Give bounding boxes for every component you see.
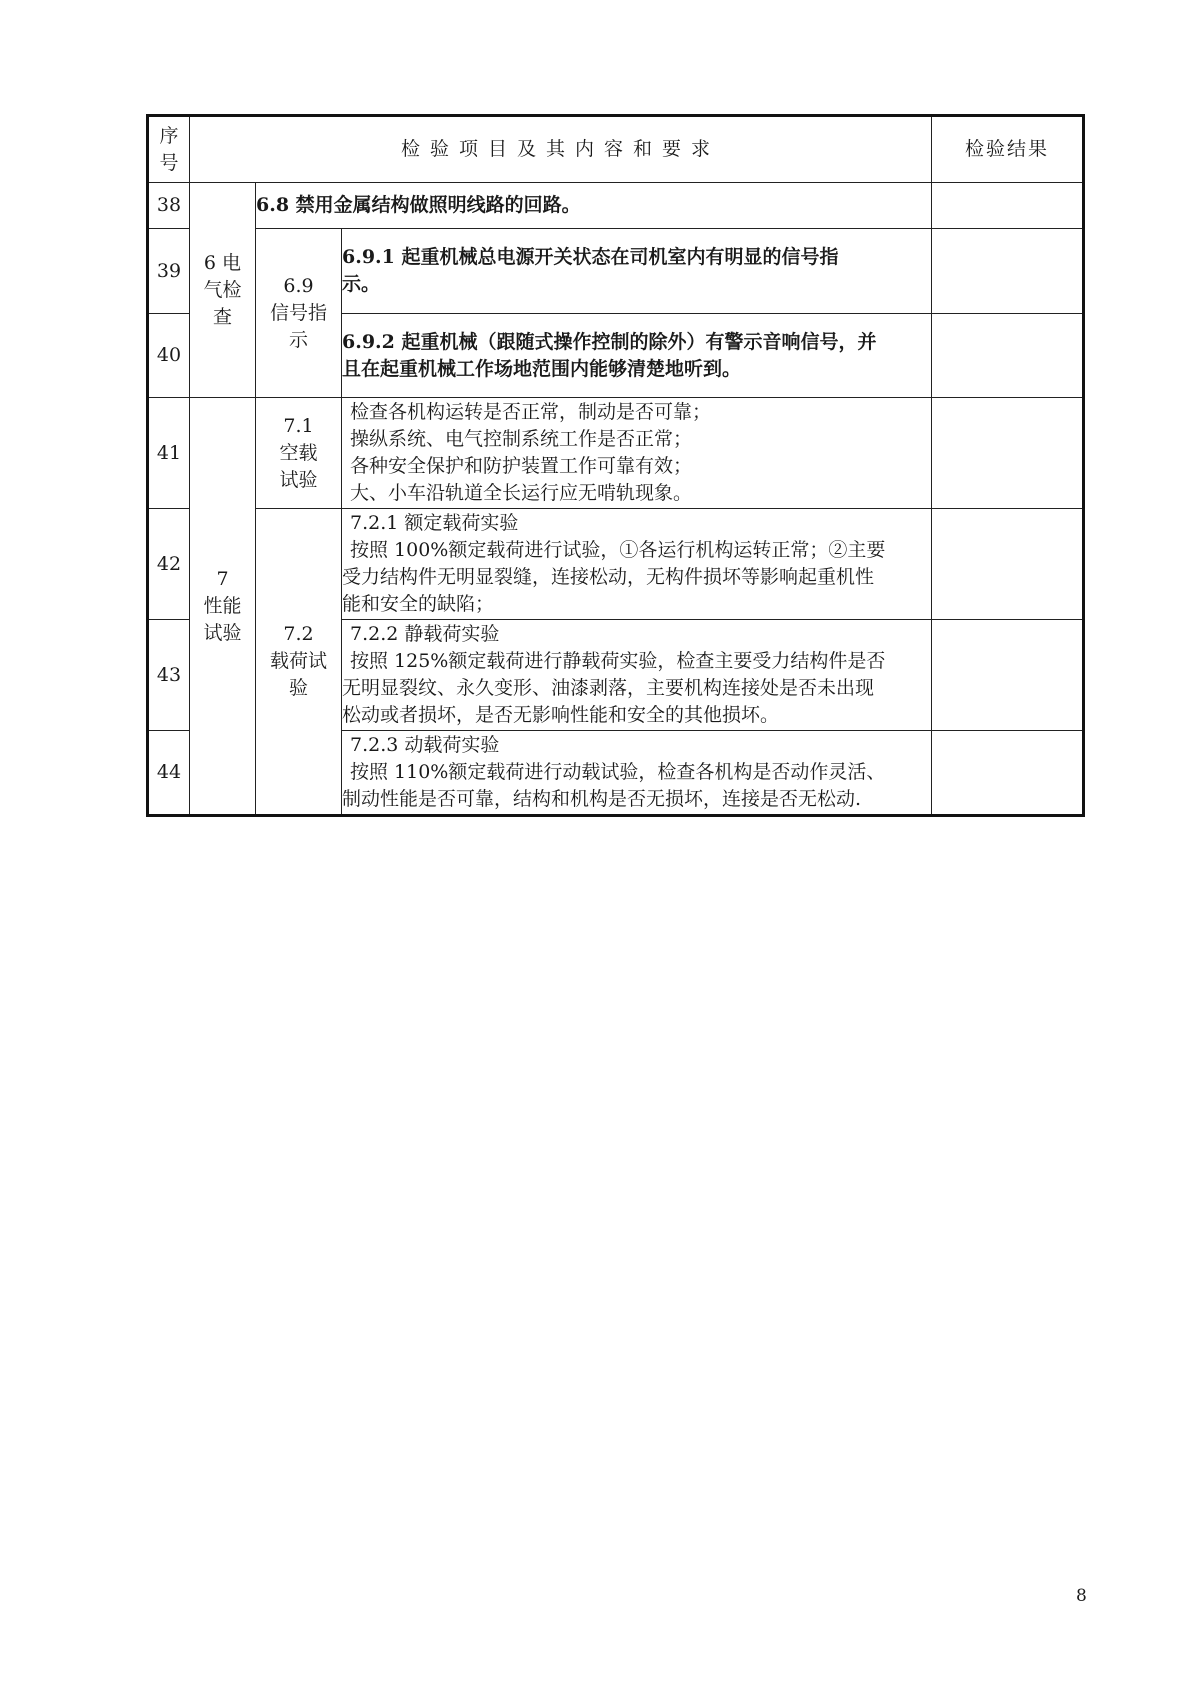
subcategory-no-load-test — [256, 398, 342, 509]
category-line: 验 — [288, 677, 308, 699]
result-cell[interactable] — [932, 731, 1084, 816]
result-cell[interactable] — [932, 509, 1084, 620]
content-line: 示。 — [342, 273, 381, 295]
content-line: 能和安全的缺陷； — [342, 593, 495, 615]
category-line: 信号指 — [269, 301, 327, 324]
category-electrical-check — [190, 183, 256, 398]
row-content — [342, 731, 932, 816]
table-row — [148, 398, 1084, 509]
category-line: 查 — [212, 305, 232, 328]
content-line: 检查各机构运转是否正常，制动是否可靠； — [350, 401, 712, 423]
result-cell[interactable] — [932, 314, 1084, 398]
category-line: 性能 — [203, 594, 242, 617]
row-content — [342, 314, 932, 398]
category-line: 示 — [288, 328, 308, 351]
row-content — [342, 509, 932, 620]
category-line: 气检 — [203, 278, 242, 301]
row-seq: 44 — [148, 731, 190, 816]
subcategory-signal — [256, 229, 342, 398]
content-line: 6.9.2 起重机械（跟随式操作控制的除外）有警示音响信号，并 — [342, 330, 877, 353]
content-line: 制动性能是否可靠，结构和机构是否无损坏，连接是否无松动. — [342, 788, 862, 810]
content-line: 6.8 禁用金属结构做照明线路的回路。 — [256, 194, 581, 216]
category-line: 7.2 — [283, 623, 314, 645]
category-line: 7 — [216, 567, 229, 590]
header-items: 检验项目及其内容和要求 — [190, 116, 932, 183]
content-line: 且在起重机械工作场地范围内能够清楚地听到。 — [342, 357, 742, 380]
category-line: 空载 — [279, 441, 318, 464]
header-seq-line: 序 — [159, 124, 179, 147]
content-line: 受力结构件无明显裂缝，连接松动，无构件损坏等影响起重机性 — [342, 566, 875, 588]
content-line: 7.2.2 静载荷实验 — [350, 623, 500, 645]
row-seq: 38 — [148, 183, 190, 229]
table-row — [148, 229, 1084, 314]
inspection-table — [146, 114, 1085, 817]
category-line: 7.1 — [283, 414, 314, 437]
row-seq: 41 — [148, 398, 190, 509]
category-line: 载荷试 — [269, 650, 327, 672]
row-content — [342, 620, 932, 731]
subcategory-load-test — [256, 509, 342, 816]
content-line: 松动或者损坏，是否无影响性能和安全的其他损坏。 — [342, 704, 780, 726]
row-content — [256, 183, 932, 229]
header-seq-line: 号 — [159, 151, 179, 174]
content-line: 各种安全保护和防护装置工作可靠有效； — [350, 455, 693, 477]
table-row — [148, 509, 1084, 620]
content-line: 按照 125%额定载荷进行静载荷实验，检查主要受力结构件是否 — [350, 650, 886, 672]
row-seq: 39 — [148, 229, 190, 314]
category-line: 试验 — [279, 468, 318, 491]
content-line: 操纵系统、电气控制系统工作是否正常； — [350, 428, 693, 450]
result-cell[interactable] — [932, 183, 1084, 229]
content-line: 7.2.3 动载荷实验 — [350, 734, 500, 756]
content-line: 6.9.1 起重机械总电源开关状态在司机室内有明显的信号指 — [342, 246, 839, 268]
row-seq: 40 — [148, 314, 190, 398]
content-line: 7.2.1 额定载荷实验 — [350, 512, 519, 534]
row-content — [342, 229, 932, 314]
content-line: 按照 110%额定载荷进行动载试验，检查各机构是否动作灵活、 — [350, 761, 886, 783]
content-line: 大、小车沿轨道全长运行应无啃轨现象。 — [350, 482, 693, 504]
content-line: 按照 100%额定载荷进行试验，①各运行机构运转正常；②主要 — [350, 539, 886, 561]
row-seq: 42 — [148, 509, 190, 620]
content-line: 无明显裂纹、永久变形、油漆剥落，主要机构连接处是否未出现 — [342, 677, 875, 699]
category-performance-test — [190, 398, 256, 816]
header-result: 检验结果 — [932, 116, 1084, 183]
header-seq — [148, 116, 190, 183]
category-line: 6.9 — [283, 274, 314, 297]
table-row — [148, 183, 1084, 229]
result-cell[interactable] — [932, 398, 1084, 509]
result-cell[interactable] — [932, 229, 1084, 314]
row-content — [342, 398, 932, 509]
category-line: 试验 — [203, 621, 242, 644]
category-line: 6 电 — [203, 251, 242, 274]
page-number: 8 — [1076, 1586, 1087, 1606]
result-cell[interactable] — [932, 620, 1084, 731]
row-seq: 43 — [148, 620, 190, 731]
table-header-row — [148, 116, 1084, 183]
